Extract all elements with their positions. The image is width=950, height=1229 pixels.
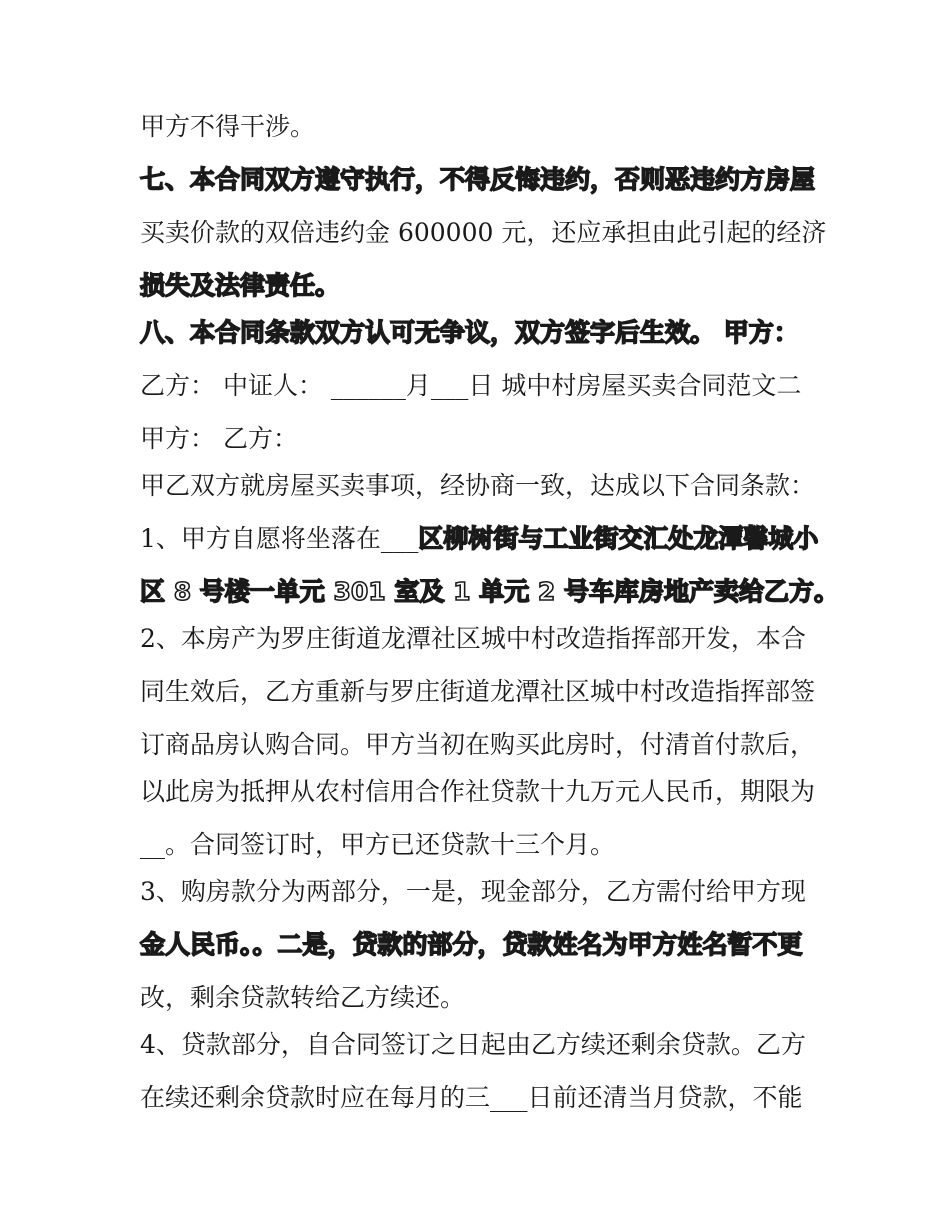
text-line: 2、本房产为罗庄街道龙潭社区城中村改造指挥部开发，本合 [140, 624, 806, 653]
text-line: 乙方： 中证人： ______月___日 城中村房屋买卖合同范文二 [140, 371, 802, 400]
text-line: 甲方不得干涉。 [140, 112, 316, 141]
text-line-outlined: 区 8 号楼一单元 301 室及 1 单元 2 号车库房地产卖给乙方。 [140, 577, 840, 606]
line-segment-outlined: 区柳树街与工业街交汇处龙潭馨城小 [418, 524, 819, 553]
text-line [140, 519, 820, 559]
text-line: 订商品房认购合同。甲方当初在购买此房时，付清首付款后， [140, 730, 816, 759]
text-line: 以此房为抵押从农村信用合作社贷款十九万元人民币，期限为 [140, 777, 816, 806]
text-line-outlined: 金人民币。。二是，贷款的部分，贷款姓名为甲方姓名暂不更 [140, 930, 803, 959]
text-line: 甲乙双方就房屋买卖事项，经协商一致，达成以下合同条款： [140, 471, 816, 500]
text-line: 买卖价款的双倍违约金 600000 元，还应承担由此引起的经济 [140, 218, 827, 247]
text-line-outlined: 七、本合同双方遵守执行，不得反悔违约，否则恶违约方房屋 [140, 165, 816, 194]
text-line: 改，剩余贷款转给乙方续还。 [140, 983, 466, 1012]
line-segment: 1、甲方自愿将坐落在___ [140, 524, 419, 553]
text-line: __。合同签订时，甲方已还贷款十三个月。 [140, 830, 616, 859]
text-line-outlined: 损失及法律责任。 [140, 271, 341, 300]
text-line: 在续还剩余贷款时应在每月的三___日前还清当月贷款，不能 [140, 1083, 803, 1112]
text-line: 3、购房款分为两部分，一是，现金部分，乙方需付给甲方现 [140, 877, 806, 906]
text-line-outlined: 八、本合同条款双方认可无争议，双方签字后生效。 甲方： [140, 318, 799, 347]
text-line: 同生效后，乙方重新与罗庄街道龙潭社区城中村改造指挥部签 [140, 677, 816, 706]
text-line: 4、贷款部分，自合同签订之日起由乙方续还剩余贷款。乙方 [140, 1030, 806, 1059]
text-line: 甲方： 乙方： [140, 424, 298, 453]
